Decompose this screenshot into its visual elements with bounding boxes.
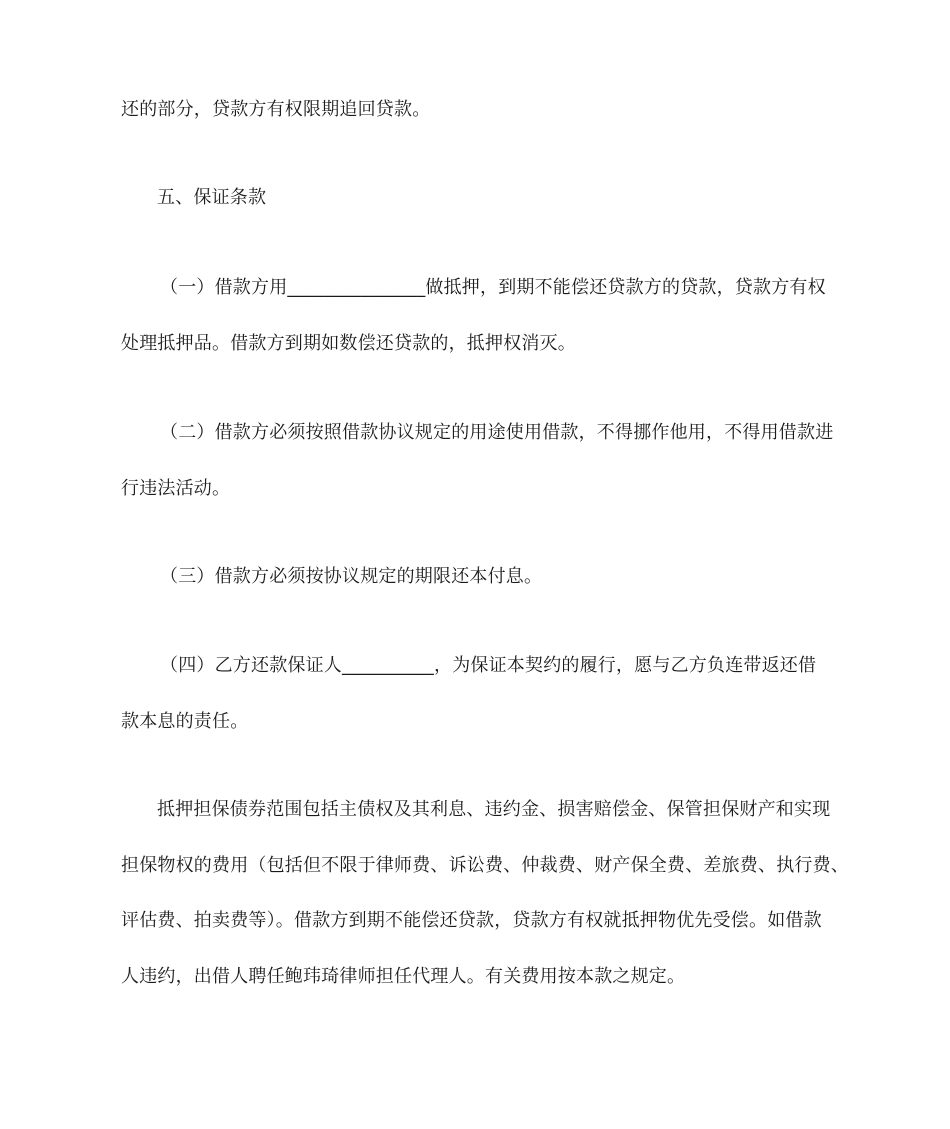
section-heading: 五、保证条款 [157, 187, 267, 208]
paragraph-line: 款本息的责任。 [121, 711, 249, 732]
paragraph-line: 处理抵押品。借款方到期如数偿还贷款的，抵押权消灭。 [121, 333, 576, 354]
paragraph-line: 评估费、拍卖费等）。借款方到期不能偿还贷款，贷款方有权就抵押物优先受偿。如借款 [121, 910, 822, 931]
paragraph-line: （三）借款方必须按协议规定的期限还本付息。 [160, 566, 543, 587]
paragraph-line: （二）借款方必须按照借款协议规定的用途使用借款，不得挪作他用，不得用借款进 [160, 422, 834, 443]
paragraph-line: 还的部分，贷款方有权限期追回贷款。 [121, 99, 431, 120]
paragraph-line: 担保物权的费用（包括但不限于律师费、诉讼费、仲裁费、财产保全费、差旅费、执行费、 [121, 855, 849, 876]
paragraph-line: 抵押担保债券范围包括主债权及其利息、违约金、损害赔偿金、保管担保财产和实现 [157, 799, 831, 820]
paragraph-line: 行违法活动。 [121, 478, 231, 499]
paragraph-line: （一）借款方用_______________做抵押，到期不能偿还贷款方的贷款，贷款方有权 [160, 277, 826, 298]
paragraph-line: 人违约，出借人聘任鲍玮琦律师担任代理人。有关费用按本款之规定。 [121, 966, 686, 987]
paragraph-line: （四）乙方还款保证人__________，为保证本契约的履行，愿与乙方负连带返还借 [160, 655, 817, 676]
